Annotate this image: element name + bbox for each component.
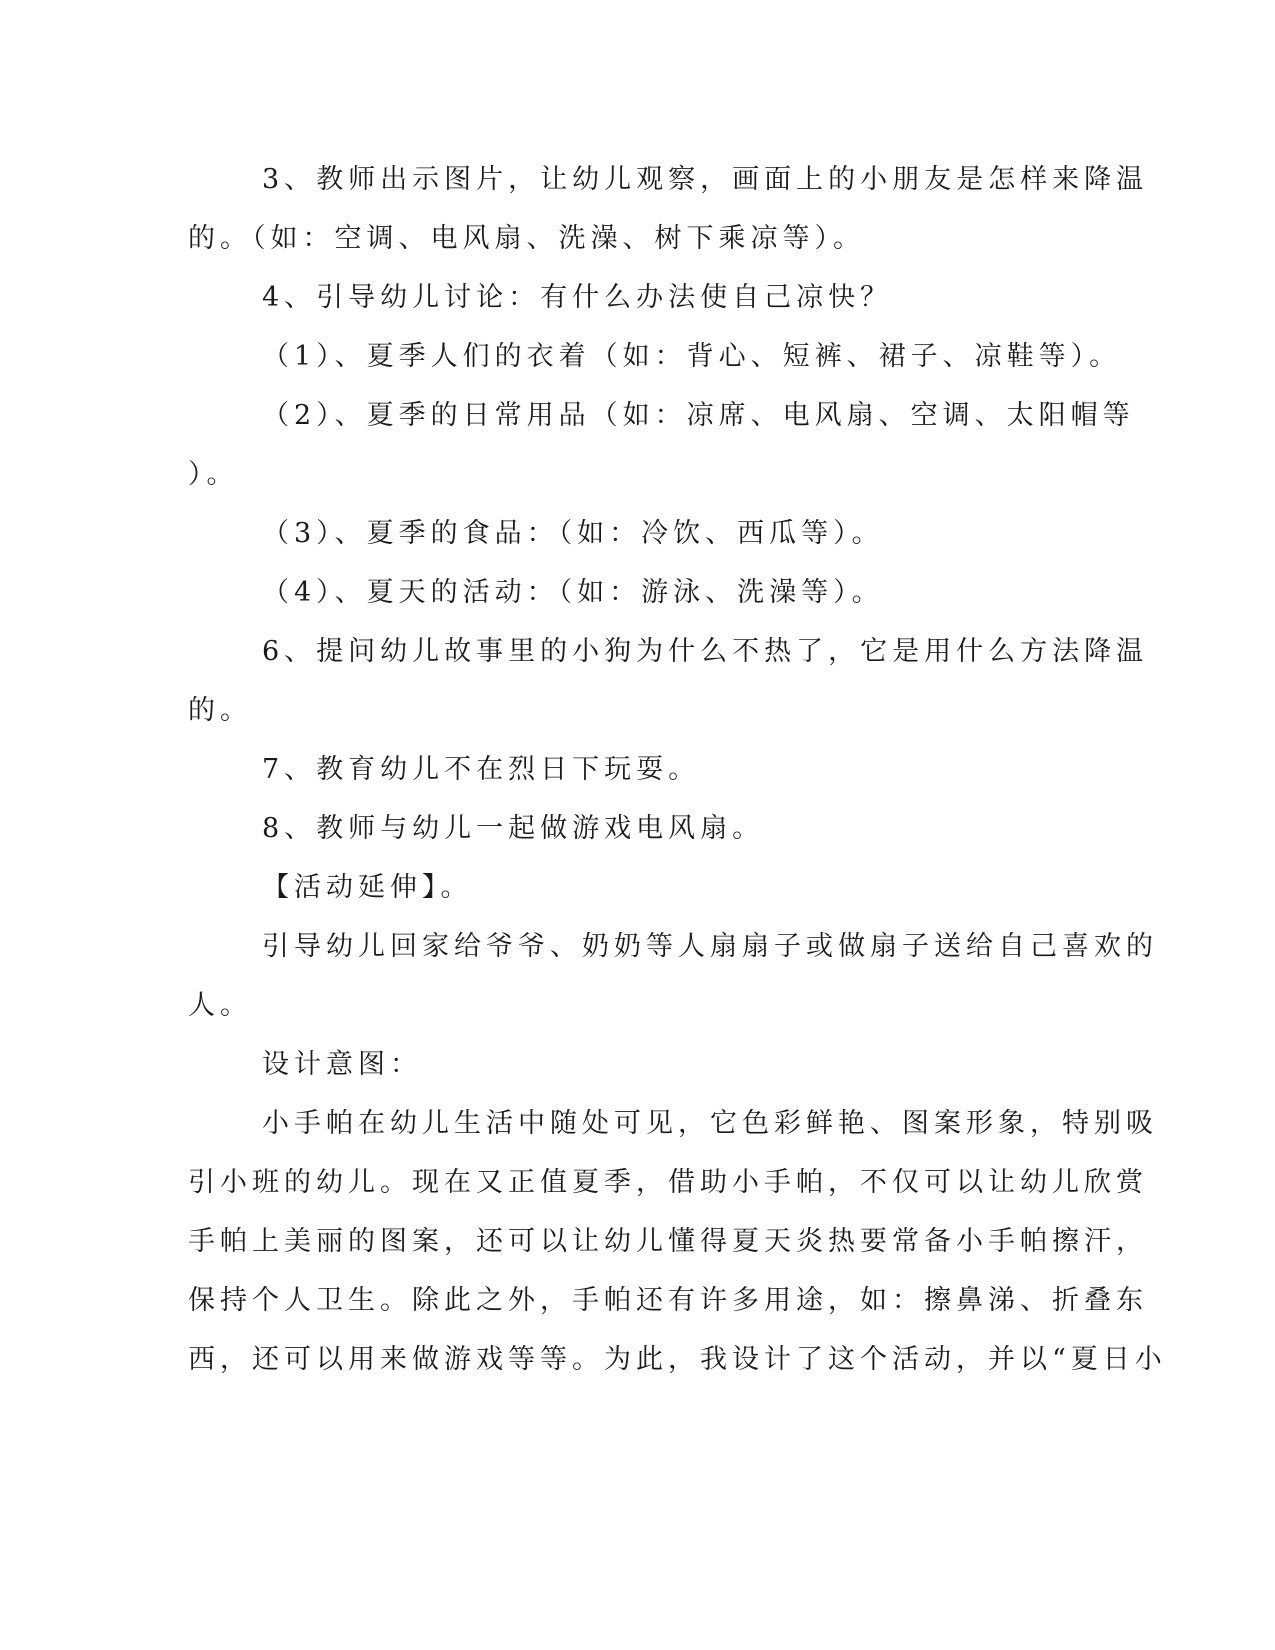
text-line: 引小班的幼儿。现在又正值夏季，借助小手帕，不仅可以让幼儿欣赏 [188, 1167, 1148, 1198]
section-heading: 【活动延伸】。 [262, 872, 473, 903]
text-line: 7、教育幼儿不在烈日下玩耍。 [262, 754, 701, 785]
text-line: 8、教师与幼儿一起做游戏电风扇。 [262, 813, 765, 844]
text-line: （3）、夏季的食品：（如：冷饮、西瓜等）。 [262, 518, 884, 549]
text-line: 的。（如：空调、电风扇、洗澡、树下乘凉等）。 [188, 223, 865, 254]
text-line: 6、提问幼儿故事里的小狗为什么不热了，它是用什么方法降温 [262, 636, 1149, 667]
text-line: 4、引导幼儿讨论：有什么办法使自己凉快？ [262, 282, 893, 313]
text-line: 引导幼儿回家给爷爷、奶奶等人扇扇子或做扇子送给自己喜欢的 [262, 931, 1158, 962]
text-line: 人。 [188, 990, 252, 1021]
text-line: （2）、夏季的日常用品（如：凉席、电风扇、空调、太阳帽等 [262, 400, 1135, 431]
text-line: 保持个人卫生。除此之外，手帕还有许多用途，如：擦鼻涕、折叠东 [188, 1285, 1148, 1316]
text-line: 西，还可以用来做游戏等等。为此，我设计了这个活动，并以“夏日小 [188, 1344, 1167, 1375]
text-line: 3、教师出示图片，让幼儿观察，画面上的小朋友是怎样来降温 [262, 164, 1149, 195]
text-line: 手帕上美丽的图案，还可以让幼儿懂得夏天炎热要常备小手帕擦汗， [188, 1226, 1148, 1257]
text-line: 小手帕在幼儿生活中随处可见，它色彩鲜艳、图案形象，特别吸 [262, 1108, 1158, 1139]
text-line: （1）、夏季人们的衣着（如：背心、短裤、裙子、凉鞋等）。 [262, 341, 1122, 372]
text-line: （4）、夏天的活动：（如：游泳、洗澡等）。 [262, 577, 884, 608]
text-line: ）。 [188, 459, 239, 490]
section-heading: 设计意图： [262, 1049, 422, 1080]
text-line: 的。 [188, 695, 252, 726]
